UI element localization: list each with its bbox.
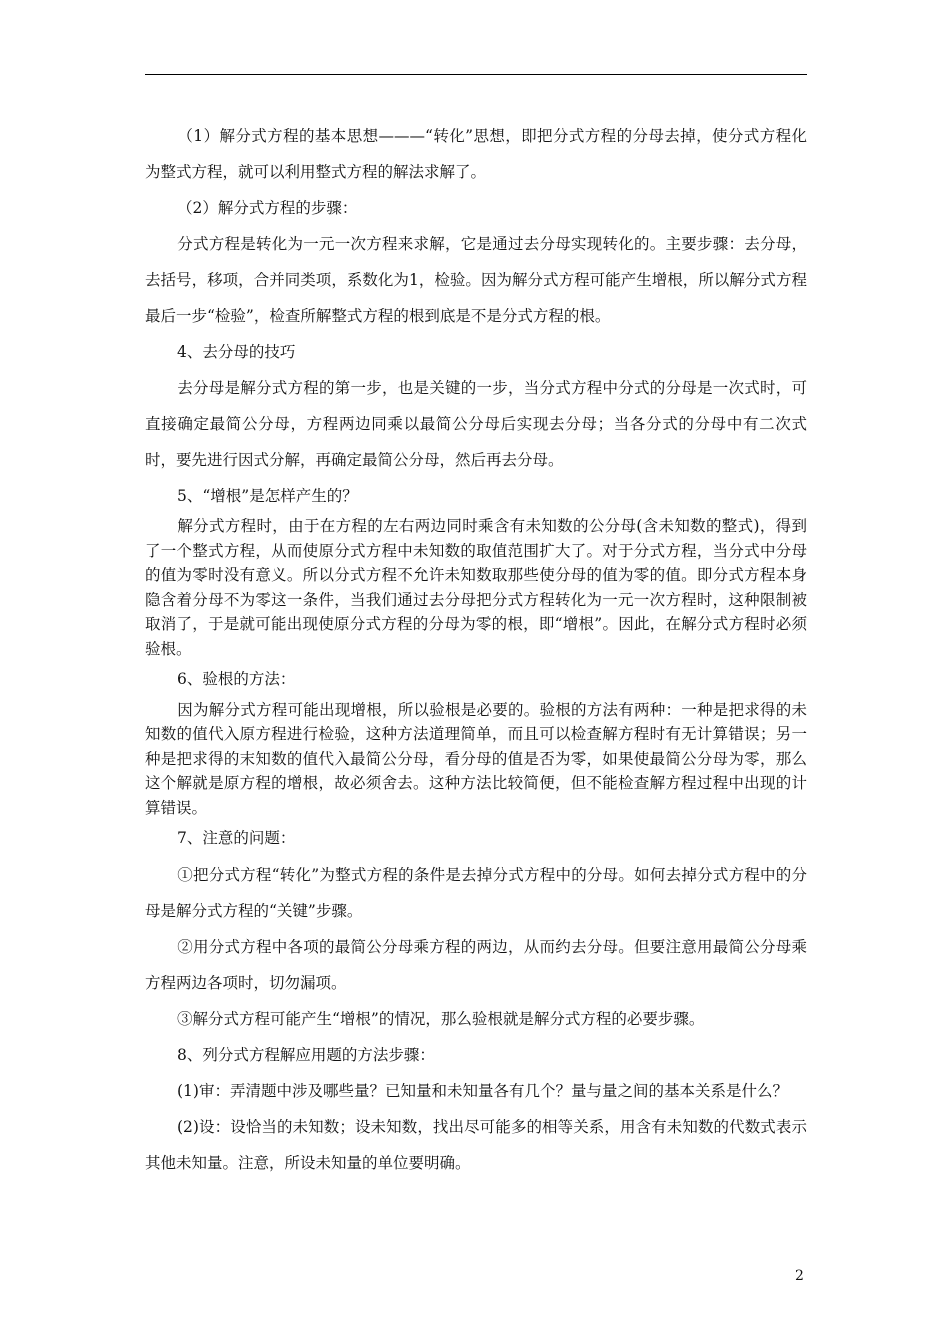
paragraph-note-2: ②用分式方程中各项的最简公分母乘方程的两边，从而约去分母。但要注意用最简公分母乘方程两边各项时，切勿漏项。: [145, 937, 807, 992]
paragraph-note-1: ①把分式方程“转化”为整式方程的条件是去掉分式方程中的分母。如何去掉分式方程中的分母是解分式方程的“关键”步骤。: [145, 865, 807, 920]
paragraph-steps-heading: （2）解分式方程的步骤：: [177, 199, 358, 217]
heading-section-7: 7、注意的问题：: [177, 829, 296, 847]
page-number: 2: [795, 1268, 804, 1284]
paragraph-steps-body: 分式方程是转化为一元一次方程来求解，它是通过去分母实现转化的。主要步骤：去分母，去括号，移项，合并同类项，系数化为1，检验。因为解分式方程可能产生增根，所以解分式方程最后一步“检验”，检查所解整式方程的根到底是不是分式方程的根。: [145, 235, 807, 325]
paragraph-step-review: (1)审：弄清题中涉及哪些量？已知量和未知量各有几个？量与量之间的基本关系是什么？: [177, 1081, 788, 1100]
paragraph-basic-idea: （1）解分式方程的基本思想———“转化”思想，即把分式方程的分母去掉，使分式方程化为整式方程，就可以利用整式方程的解法求解了。: [145, 127, 807, 181]
paragraph-step-set: (2)设：设恰当的未知数；设未知数，找出尽可能多的相等关系，用含有未知数的代数式表示其他未知量。注意，所设未知量的单位要明确。: [145, 1117, 807, 1172]
heading-section-8: 8、列分式方程解应用题的方法步骤：: [177, 1045, 435, 1064]
header-rule: [145, 74, 807, 75]
paragraph-note-3: ③解分式方程可能产生“增根”的情况，那么验根就是解分式方程的必要步骤。: [177, 1009, 705, 1028]
paragraph-section-4: 去分母是解分式方程的第一步，也是关键的一步，当分式方程中分式的分母是一次式时，可直接确定最简公分母，方程两边同乘以最简公分母后实现去分母；当各分式的分母中有二次式时，要先进行因式分解，再确定最简公分母，然后再去分母。: [145, 379, 807, 469]
heading-section-5: 5、“增根”是怎样产生的？: [177, 487, 358, 505]
heading-section-4: 4、去分母的技巧: [177, 343, 296, 361]
document-body: [145, 118, 807, 1181]
paragraph-section-5: 解分式方程时，由于在方程的左右两边同时乘含有未知数的公分母(含未知数的整式)，得到了一个整式方程，从而使原分式方程中未知数的取值范围扩大了。对于分式方程，当分式中分母的值为零时没有意义。所以分式方程不允许未知数取那些使分母的值为零的值。即分式方程本身隐含着分母不为零这一条件，当我们通过去分母把分式方程转化为一元一次方程时，这种限制被取消了，于是就可能出现使原分式方程的分母为零的根，即“增根”。因此，在解分式方程时必须验根。: [145, 517, 807, 658]
paragraph-section-6: 因为解分式方程可能出现增根，所以验根是必要的。验根的方法有两种：一种是把求得的未知数的值代入原方程进行检验，这种方法道理简单，而且可以检查解方程时有无计算错误；另一种是把求得的末知数的值代入最简公分母，看分母的值是否为零，如果使最简公分母为零，那么这个解就是原方程的增根，故必须舍去。这种方法比较简便，但不能检查解方程过程中出现的计算错误。: [145, 700, 807, 817]
heading-section-6: 6、验根的方法：: [177, 670, 296, 688]
